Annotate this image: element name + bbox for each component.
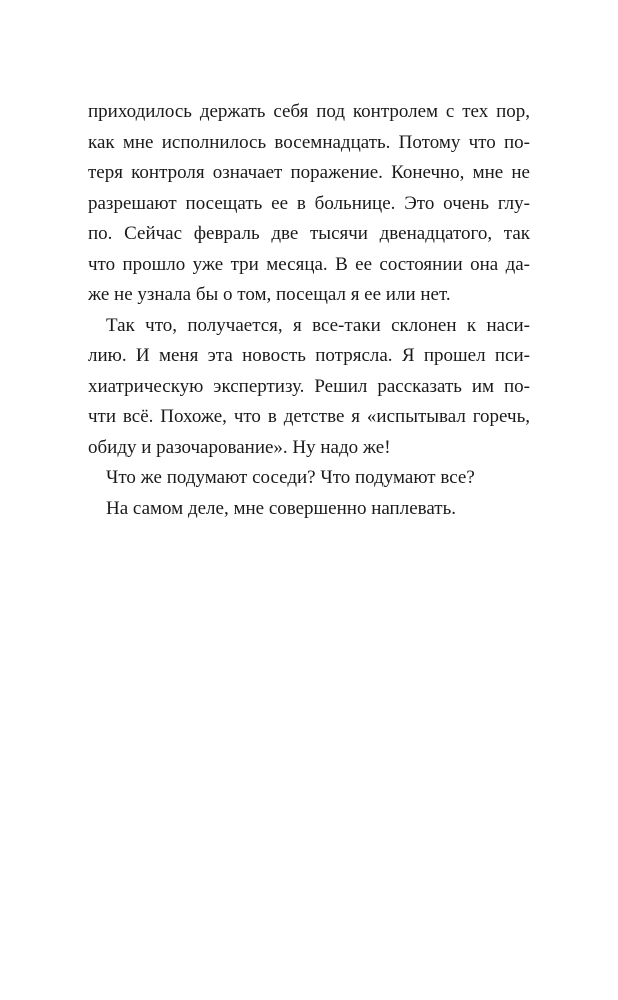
text-line: как мне исполнилось восемнадцать. Потому что по- <box>88 131 530 153</box>
paragraph-2 <box>88 311 530 464</box>
text-line: по. Сейчас февраль две тысячи двенадцатого, так <box>88 223 530 244</box>
text-line: Так что, получается, я все-таки склонен к наси- <box>106 314 530 336</box>
paragraph-1 <box>88 97 530 311</box>
text-line: лию. И меня эта новость потрясла. Я прошел пси- <box>88 345 530 366</box>
text-line: чти всё. Похоже, что в детстве я «испытывал горечь, <box>88 406 530 427</box>
body-text <box>88 97 530 524</box>
paragraph-3 <box>88 463 530 494</box>
text-line: разрешают посещать ее в больнице. Это очень глу- <box>88 192 530 214</box>
text-line: приходилось держать себя под контролем с тех пор, <box>88 101 530 122</box>
text-line: Что же подумают соседи? Что подумают все? <box>106 467 475 488</box>
text-line: обиду и разочарование». Ну надо же! <box>88 436 391 458</box>
text-line: теря контроля означает поражение. Конечно, мне не <box>88 162 530 183</box>
paragraph-4 <box>88 494 530 525</box>
text-line: хиатрическую экспертизу. Решил рассказать им по- <box>88 375 530 397</box>
text-line: На самом деле, мне совершенно наплевать. <box>106 497 457 519</box>
text-line: же не узнала бы о том, посещал я ее или нет. <box>88 284 451 305</box>
text-line: что прошло уже три месяца. В ее состоянии она да- <box>88 253 530 275</box>
